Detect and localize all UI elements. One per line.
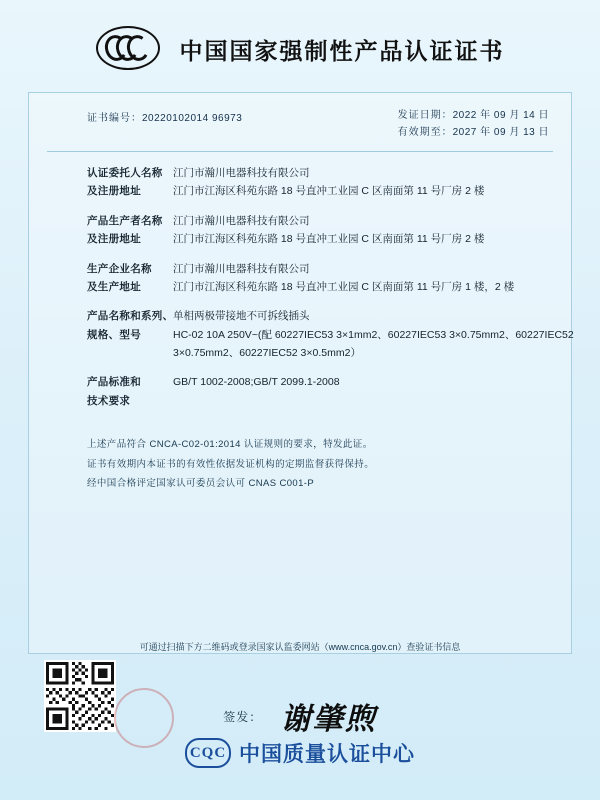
field-label-line: 生产企业名称 [87,262,152,275]
certificate-body [28,92,572,654]
field-value [161,212,551,249]
field-value-line: HC-02 10A 250V~(配 60227IEC53 3×1mm2、60227IEC53 3×0.75mm2、60227IEC52 [173,328,574,341]
field-label-line: 及生产地址 [87,280,141,293]
field-value-line: 江门市江海区科苑东路 18 号直冲工业园 C 区南面第 11 号厂房 1 楼，2 楼 [173,280,515,293]
field-value [161,373,551,410]
issue-date-value: 2022 年 09 月 14 日 [452,110,549,121]
page-title: 中国国家强制性产品认证证书 [179,37,505,64]
expiry-date-label: 有效期至： [397,127,453,138]
issue-date-label: 发证日期： [397,110,453,121]
field-row [49,373,551,410]
field-value [161,260,551,297]
field-label-line: 及注册地址 [87,233,141,246]
field-label-line: 规格、型号 [87,328,141,341]
certificate-number [87,107,242,141]
field-value-line: 江门市瀚川电器科技有限公司 [173,167,310,179]
expiry-date-row [398,124,549,141]
field-label-line: 产品生产者名称 [87,214,163,227]
field-value-line: 江门市瀚川电器科技有限公司 [173,262,310,275]
signature-block [0,694,600,738]
field-label [49,164,161,201]
cqc-logo-icon: CQC [185,738,231,768]
note-line: 证书有效期内本证书的有效性依据发证机构的定期监督获得保持。 [87,458,375,470]
signature-label: 签发： [223,709,263,724]
certificate-number-value: 20220102014 96973 [142,113,243,124]
ccc-logo-icon [96,26,164,72]
field-label-line: 技术要求 [87,394,131,407]
field-row [49,212,551,249]
verify-notice: 可通过扫描下方二维码或登录国家认监委网站（www.cnca.gov.cn）查验证书信息 [139,642,461,652]
field-value-line: 江门市江海区科苑东路 18 号直冲工业园 C 区南面第 11 号厂房 2 楼 [173,233,485,246]
field-label-line: 认证委托人名称 [87,167,163,179]
certificate-meta [29,93,571,141]
certificate-header [0,0,600,72]
field-value [161,307,574,362]
field-row [49,260,551,297]
certificate-fields [29,152,574,410]
field-label-line: 产品名称和系列、 [87,310,174,323]
field-label [49,212,161,249]
note-line: 经中国合格评定国家认可委员会认可 CNAS C001-P [87,478,315,490]
field-value-line: GB/T 1002-2008;GB/T 2099.1-2008 [173,376,340,389]
field-label [49,307,174,362]
field-label [49,260,161,297]
certificate-notes [29,421,571,493]
expiry-date-value: 2027 年 09 月 13 日 [452,127,549,138]
field-value-line: 3×0.75mm2、60227IEC52 3×0.5mm2） [173,347,361,359]
field-value [161,164,551,201]
field-value-line: 单相两极带接地不可拆线插头 [173,310,310,323]
field-label [49,373,161,410]
field-label-line: 产品标准和 [87,376,141,389]
issuing-organization [0,738,600,768]
certificate-number-label: 证书编号： [87,113,142,124]
field-value-line: 江门市瀚川电器科技有限公司 [173,214,310,227]
field-row [49,307,574,362]
organization-name: 中国质量认证中心 [239,743,415,766]
signature-name: 谢肇煦 [280,703,377,736]
field-value-line: 江门市江海区科苑东路 18 号直冲工业园 C 区南面第 11 号厂房 2 楼 [173,185,485,198]
certificate-dates [398,107,549,141]
field-row [49,164,551,201]
certificate-footer [0,658,600,800]
field-label-line: 及注册地址 [87,185,141,198]
note-line: 上述产品符合 CNCA-C02-01:2014 认证规则的要求，特发此证。 [87,439,373,451]
issue-date-row [398,107,549,124]
